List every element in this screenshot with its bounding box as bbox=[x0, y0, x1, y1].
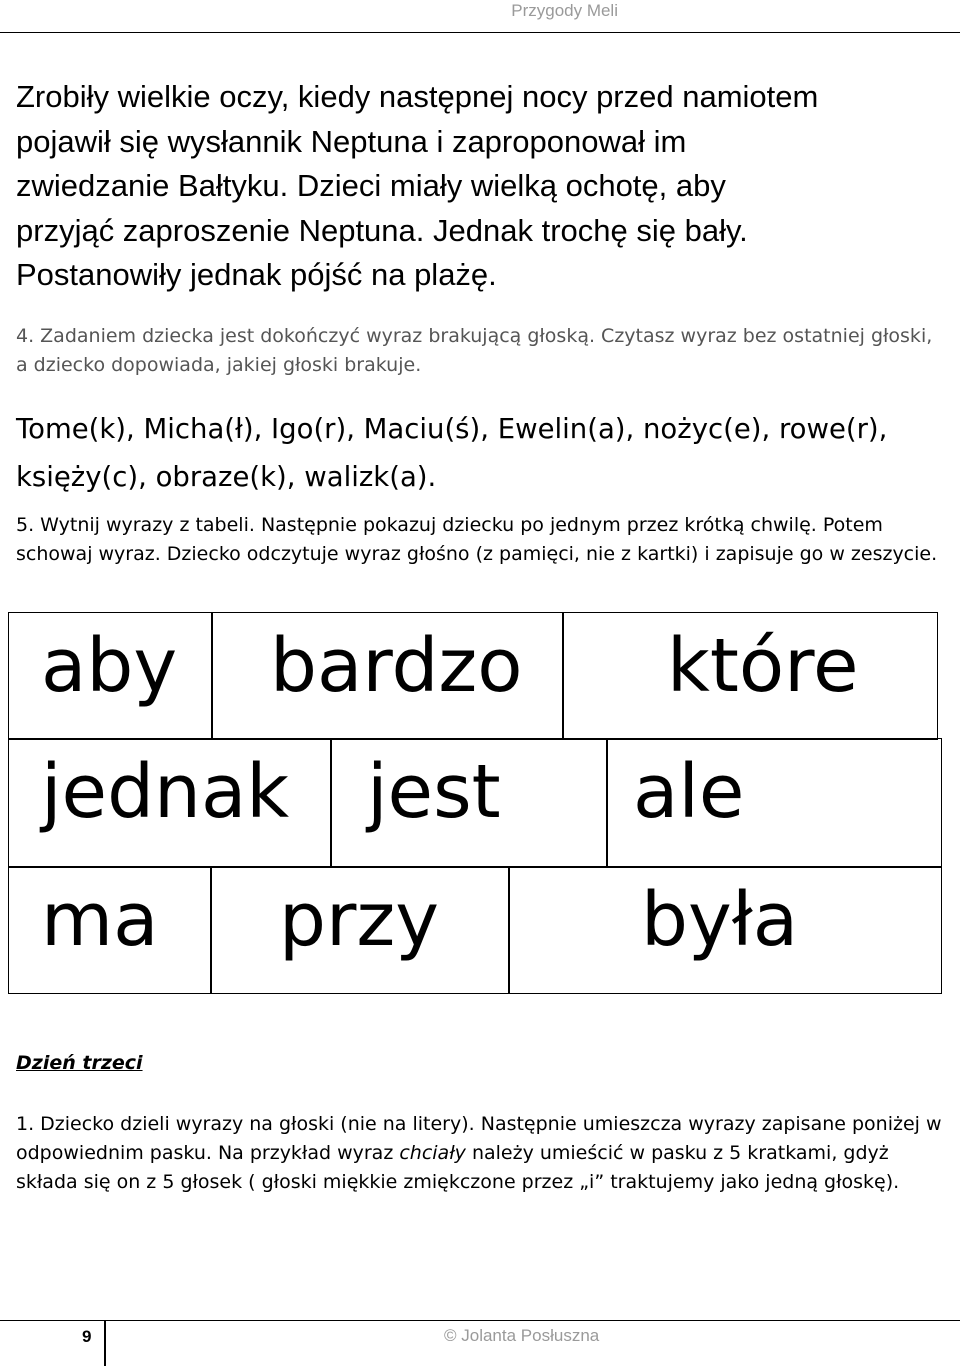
story-paragraph bbox=[16, 75, 946, 298]
word-card[interactable]: jednak bbox=[8, 738, 332, 868]
missing-sound-words: Tome(k), Micha(ł), Igo(r), Maciu(ś), Ewelin(a), nożyc(e), rowe(r), księży(c), obraze(k), walizk(a). bbox=[16, 413, 888, 493]
word-card[interactable]: ale bbox=[606, 738, 942, 868]
header-title: Przygody Meli bbox=[511, 1, 618, 20]
header-divider bbox=[0, 32, 960, 33]
task-1-instruction bbox=[16, 1110, 946, 1197]
word-card[interactable]: aby bbox=[8, 612, 213, 740]
word-card[interactable]: była bbox=[508, 866, 942, 994]
task-5-instruction: 5. Wytnij wyrazy z tabeli. Następnie pokazuj dziecku po jednym przez krótką chwilę. Potem schowaj wyraz. Dziecko odczytuje wyraz głośno (z pamięci, nie z kartki) i zapisuje go w zeszycie. bbox=[16, 514, 938, 565]
task-1-text: 1. Dziecko dzieli wyrazy na głoski (nie na litery). Następnie umieszcza wyrazy zapisane poniżej w odpowiednim pasku. Na przykład wyraz bbox=[16, 1113, 942, 1164]
story-line: Zrobiły wielkie oczy, kiedy następnej nocy przed namiotem bbox=[16, 79, 819, 114]
story-line: zwiedzanie Bałtyku. Dzieci miały wielką ochotę, aby bbox=[16, 168, 726, 203]
word-card[interactable]: które bbox=[562, 612, 938, 740]
story-line: Postanowiły jednak pójść na plażę. bbox=[16, 257, 497, 292]
word-card[interactable]: ma bbox=[8, 866, 212, 994]
day-heading: Dzień trzeci bbox=[16, 1052, 143, 1074]
page-number: 9 bbox=[82, 1327, 92, 1346]
example-word: chciały bbox=[399, 1142, 466, 1164]
footer-author: © Jolanta Posłuszna bbox=[444, 1326, 600, 1345]
story-line: przyjąć zaproszenie Neptuna. Jednak trochę się bały. bbox=[16, 212, 748, 248]
task-4-instruction: 4. Zadaniem dziecka jest dokończyć wyraz brakującą głoską. Czytasz wyraz bez ostatniej głoski, a dziecko dopowiada, jakiej głoski brakuje. bbox=[16, 325, 933, 376]
footer-divider bbox=[0, 1320, 960, 1321]
word-card[interactable]: jest bbox=[330, 738, 608, 868]
task-1-text: należy umieścić w pasku z 5 kratkami, gdyż składa się on z 5 głosek ( głoski miękkie zmiękczone przez „i” traktujemy jako jedną głoskę). bbox=[16, 1142, 900, 1193]
footer-separator bbox=[104, 1321, 106, 1366]
word-card[interactable]: bardzo bbox=[211, 612, 564, 740]
story-line: pojawił się wysłannik Neptuna i zaproponował im bbox=[16, 123, 687, 159]
word-card[interactable]: przy bbox=[210, 866, 510, 994]
